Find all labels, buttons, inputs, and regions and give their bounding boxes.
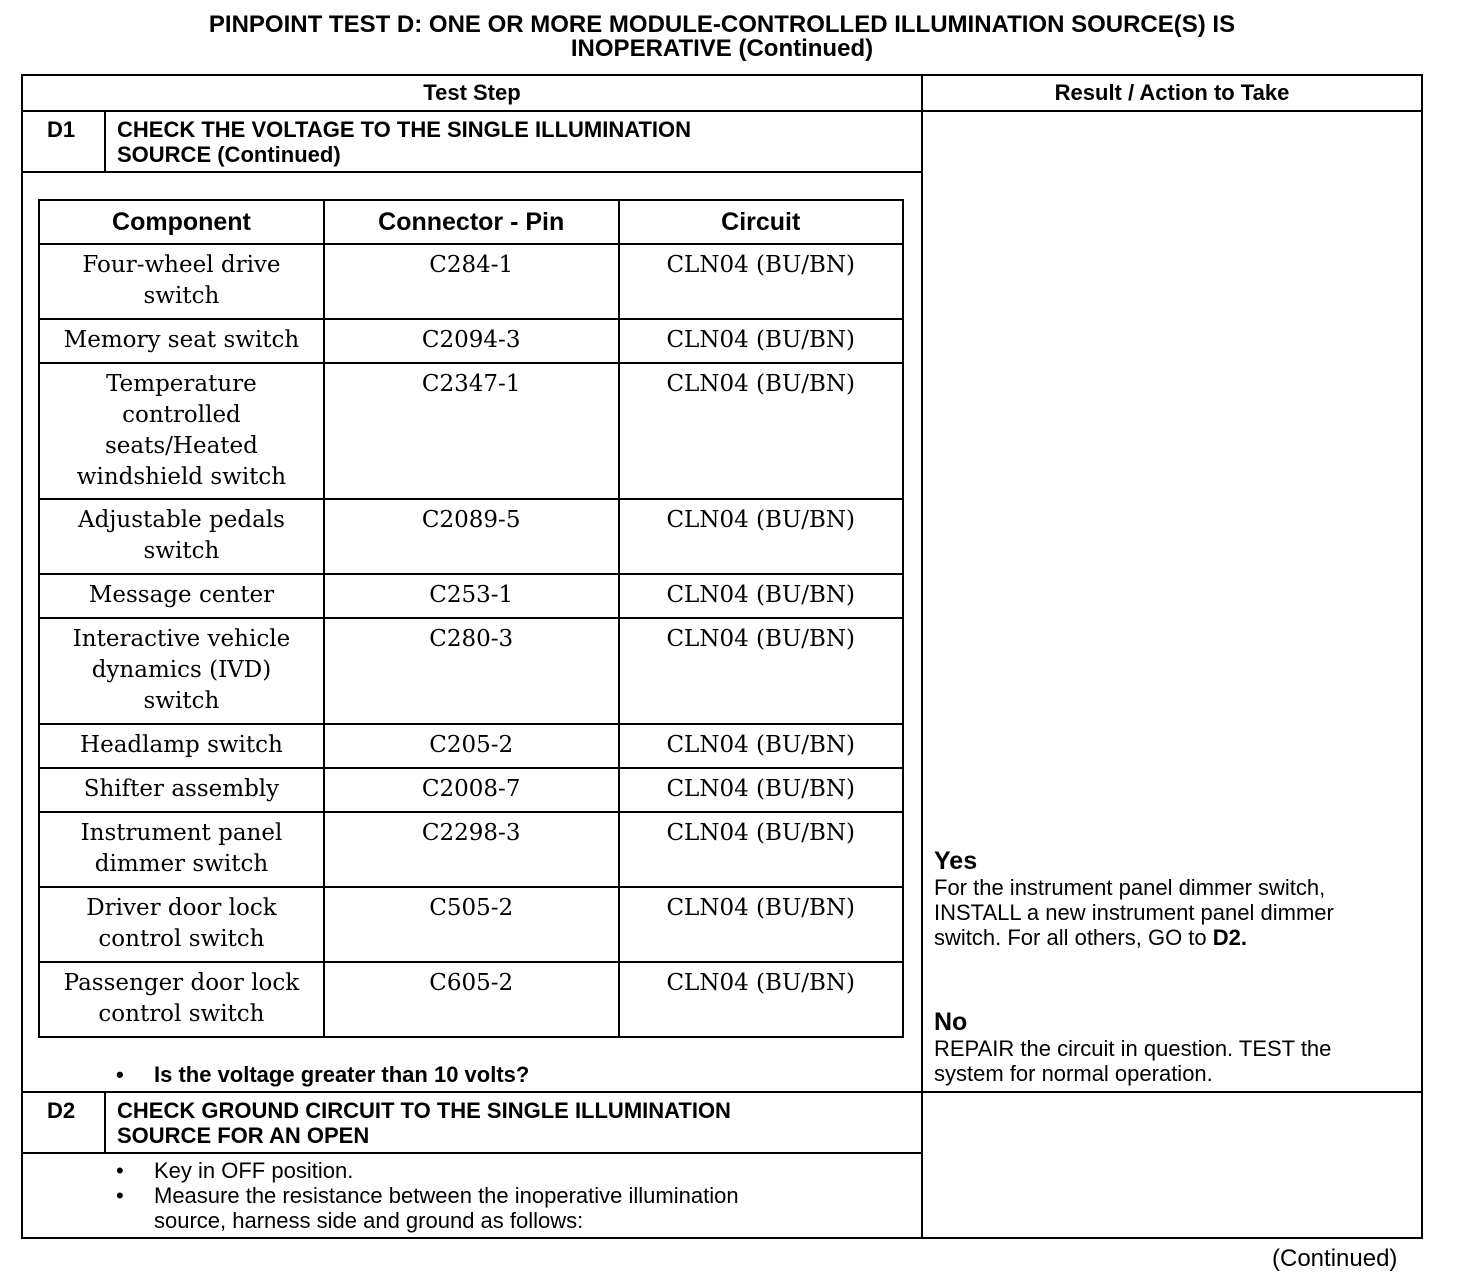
component-text: Interactive vehicle: [72, 626, 291, 652]
result-no-line2: system for normal operation.: [934, 1061, 1213, 1086]
d2-header-bottom-border: [21, 1152, 922, 1154]
component-cell: [39, 768, 324, 812]
outer-bottom-border: [21, 1237, 1423, 1239]
pin-cell: C253-1: [324, 574, 619, 618]
d2-top-border: [21, 1091, 1423, 1093]
component-cell: [39, 244, 324, 319]
component-table: [38, 199, 904, 1038]
result-no-text: [934, 1036, 1331, 1086]
d1-id-divider: [104, 111, 106, 172]
component-text: Headlamp switch: [80, 732, 283, 758]
pin-cell: C2094-3: [324, 319, 619, 363]
result-no-label: No: [934, 1008, 968, 1036]
table-row: [39, 319, 903, 363]
table-row: [39, 724, 903, 768]
component-text: switch: [143, 688, 220, 714]
table-row: [39, 768, 903, 812]
component-text: Four-wheel drive: [82, 252, 281, 278]
table-row: [39, 244, 903, 319]
result-yes-line2: INSTALL a new instrument panel dimmer: [934, 900, 1334, 925]
header-test-step: Test Step: [423, 80, 521, 105]
result-yes-text: [934, 875, 1334, 950]
step-d2-title-line1: CHECK GROUND CIRCUIT TO THE SINGLE ILLUMINATION: [117, 1098, 731, 1123]
circuit-cell: CLN04 (BU/BN): [619, 618, 904, 724]
component-text: Memory seat switch: [63, 327, 300, 353]
component-text: Driver door lock: [86, 895, 277, 921]
pin-cell: C284-1: [324, 244, 619, 319]
col-header-connector-pin: Connector - Pin: [324, 200, 619, 244]
component-cell: [39, 724, 324, 768]
step-d1-id: D1: [47, 117, 76, 142]
table-row: [39, 618, 903, 724]
d1-header-bottom-border: [21, 171, 922, 173]
result-yes-line3: [934, 925, 1334, 950]
pin-cell: C2347-1: [324, 363, 619, 499]
header-result: Result / Action to Take: [1054, 80, 1290, 105]
component-text: windshield switch: [76, 464, 287, 490]
page-title: [0, 13, 1444, 61]
component-text: Message center: [88, 582, 275, 608]
circuit-cell: CLN04 (BU/BN): [619, 768, 904, 812]
component-cell: [39, 962, 324, 1037]
component-text: dimmer switch: [94, 851, 269, 877]
component-text: switch: [143, 538, 220, 564]
component-text: control switch: [98, 926, 265, 952]
component-text: seats/Heated: [105, 433, 258, 459]
component-cell: [39, 363, 324, 499]
component-cell: [39, 887, 324, 962]
circuit-cell: CLN04 (BU/BN): [619, 363, 904, 499]
component-text: dynamics (IVD): [91, 657, 272, 683]
table-row: [39, 363, 903, 499]
d2-bullet1: Key in OFF position.: [154, 1158, 354, 1183]
component-cell: [39, 812, 324, 887]
pin-cell: C505-2: [324, 887, 619, 962]
continued-footer: (Continued): [1272, 1245, 1398, 1272]
d2-bullet2: [154, 1183, 739, 1233]
component-text: Adjustable pedals: [77, 507, 285, 533]
component-text: Passenger door lock: [63, 970, 300, 996]
outer-right-border: [1421, 74, 1423, 1239]
d2-id-divider: [104, 1092, 106, 1153]
result-yes-line1: For the instrument panel dimmer switch,: [934, 875, 1326, 900]
component-cell: [39, 574, 324, 618]
page-title-line2: INOPERATIVE (Continued): [570, 35, 874, 62]
circuit-cell: CLN04 (BU/BN): [619, 962, 904, 1037]
pin-cell: C605-2: [324, 962, 619, 1037]
outer-top-border: [21, 74, 1423, 76]
component-cell: [39, 618, 324, 724]
step-d2-title: [117, 1098, 731, 1148]
component-text: switch: [143, 283, 220, 309]
step-d1-title-line2: SOURCE (Continued): [117, 142, 341, 167]
circuit-cell: CLN04 (BU/BN): [619, 244, 904, 319]
d1-question: Is the voltage greater than 10 volts?: [154, 1062, 530, 1087]
outer-left-border: [21, 74, 23, 1239]
component-text: control switch: [98, 1001, 265, 1027]
pin-cell: C2089-5: [324, 499, 619, 574]
table-row: [39, 962, 903, 1037]
circuit-cell: CLN04 (BU/BN): [619, 574, 904, 618]
bullet-marker: •: [116, 1062, 124, 1087]
table-row: [39, 812, 903, 887]
col-header-component: Component: [39, 200, 324, 244]
circuit-cell: CLN04 (BU/BN): [619, 887, 904, 962]
step-d2-title-line2: SOURCE FOR AN OPEN: [117, 1123, 370, 1148]
table-row: [39, 574, 903, 618]
component-text: controlled: [122, 402, 241, 428]
d2-bullet2-line1: Measure the resistance between the inoperative illumination: [154, 1183, 739, 1208]
column-divider: [921, 74, 923, 1239]
pin-cell: C2298-3: [324, 812, 619, 887]
circuit-cell: CLN04 (BU/BN): [619, 499, 904, 574]
pin-cell: C205-2: [324, 724, 619, 768]
component-cell: [39, 319, 324, 363]
step-d1-title: [117, 117, 691, 167]
goto-d2-link: D2.: [1212, 925, 1247, 950]
component-cell: [39, 499, 324, 574]
table-row: [39, 499, 903, 574]
result-no-line1: REPAIR the circuit in question. TEST the: [934, 1036, 1332, 1061]
result-yes-line3-text: switch. For all others, GO to: [934, 925, 1213, 950]
result-yes-label: Yes: [934, 847, 978, 875]
col-header-circuit: Circuit: [619, 200, 904, 244]
page-title-line1: PINPOINT TEST D: ONE OR MORE MODULE-CONTROLLED ILLUMINATION SOURCE(S) IS: [208, 11, 1236, 38]
step-d1-title-line1: CHECK THE VOLTAGE TO THE SINGLE ILLUMINATION: [117, 117, 692, 142]
pin-cell: C280-3: [324, 618, 619, 724]
circuit-cell: CLN04 (BU/BN): [619, 319, 904, 363]
table-row: [39, 887, 903, 962]
pin-cell: C2008-7: [324, 768, 619, 812]
bullet-marker: •: [116, 1183, 124, 1208]
bullet-marker: •: [116, 1158, 124, 1183]
component-table-header-row: [39, 200, 903, 244]
component-text: Temperature: [106, 371, 257, 397]
component-text: Instrument panel: [80, 820, 283, 846]
step-d2-id: D2: [47, 1098, 76, 1123]
circuit-cell: CLN04 (BU/BN): [619, 812, 904, 887]
circuit-cell: CLN04 (BU/BN): [619, 724, 904, 768]
component-text: Shifter assembly: [83, 776, 280, 802]
d2-bullet2-line2: source, harness side and ground as follows:: [154, 1208, 584, 1233]
header-bottom-border: [21, 110, 1423, 112]
